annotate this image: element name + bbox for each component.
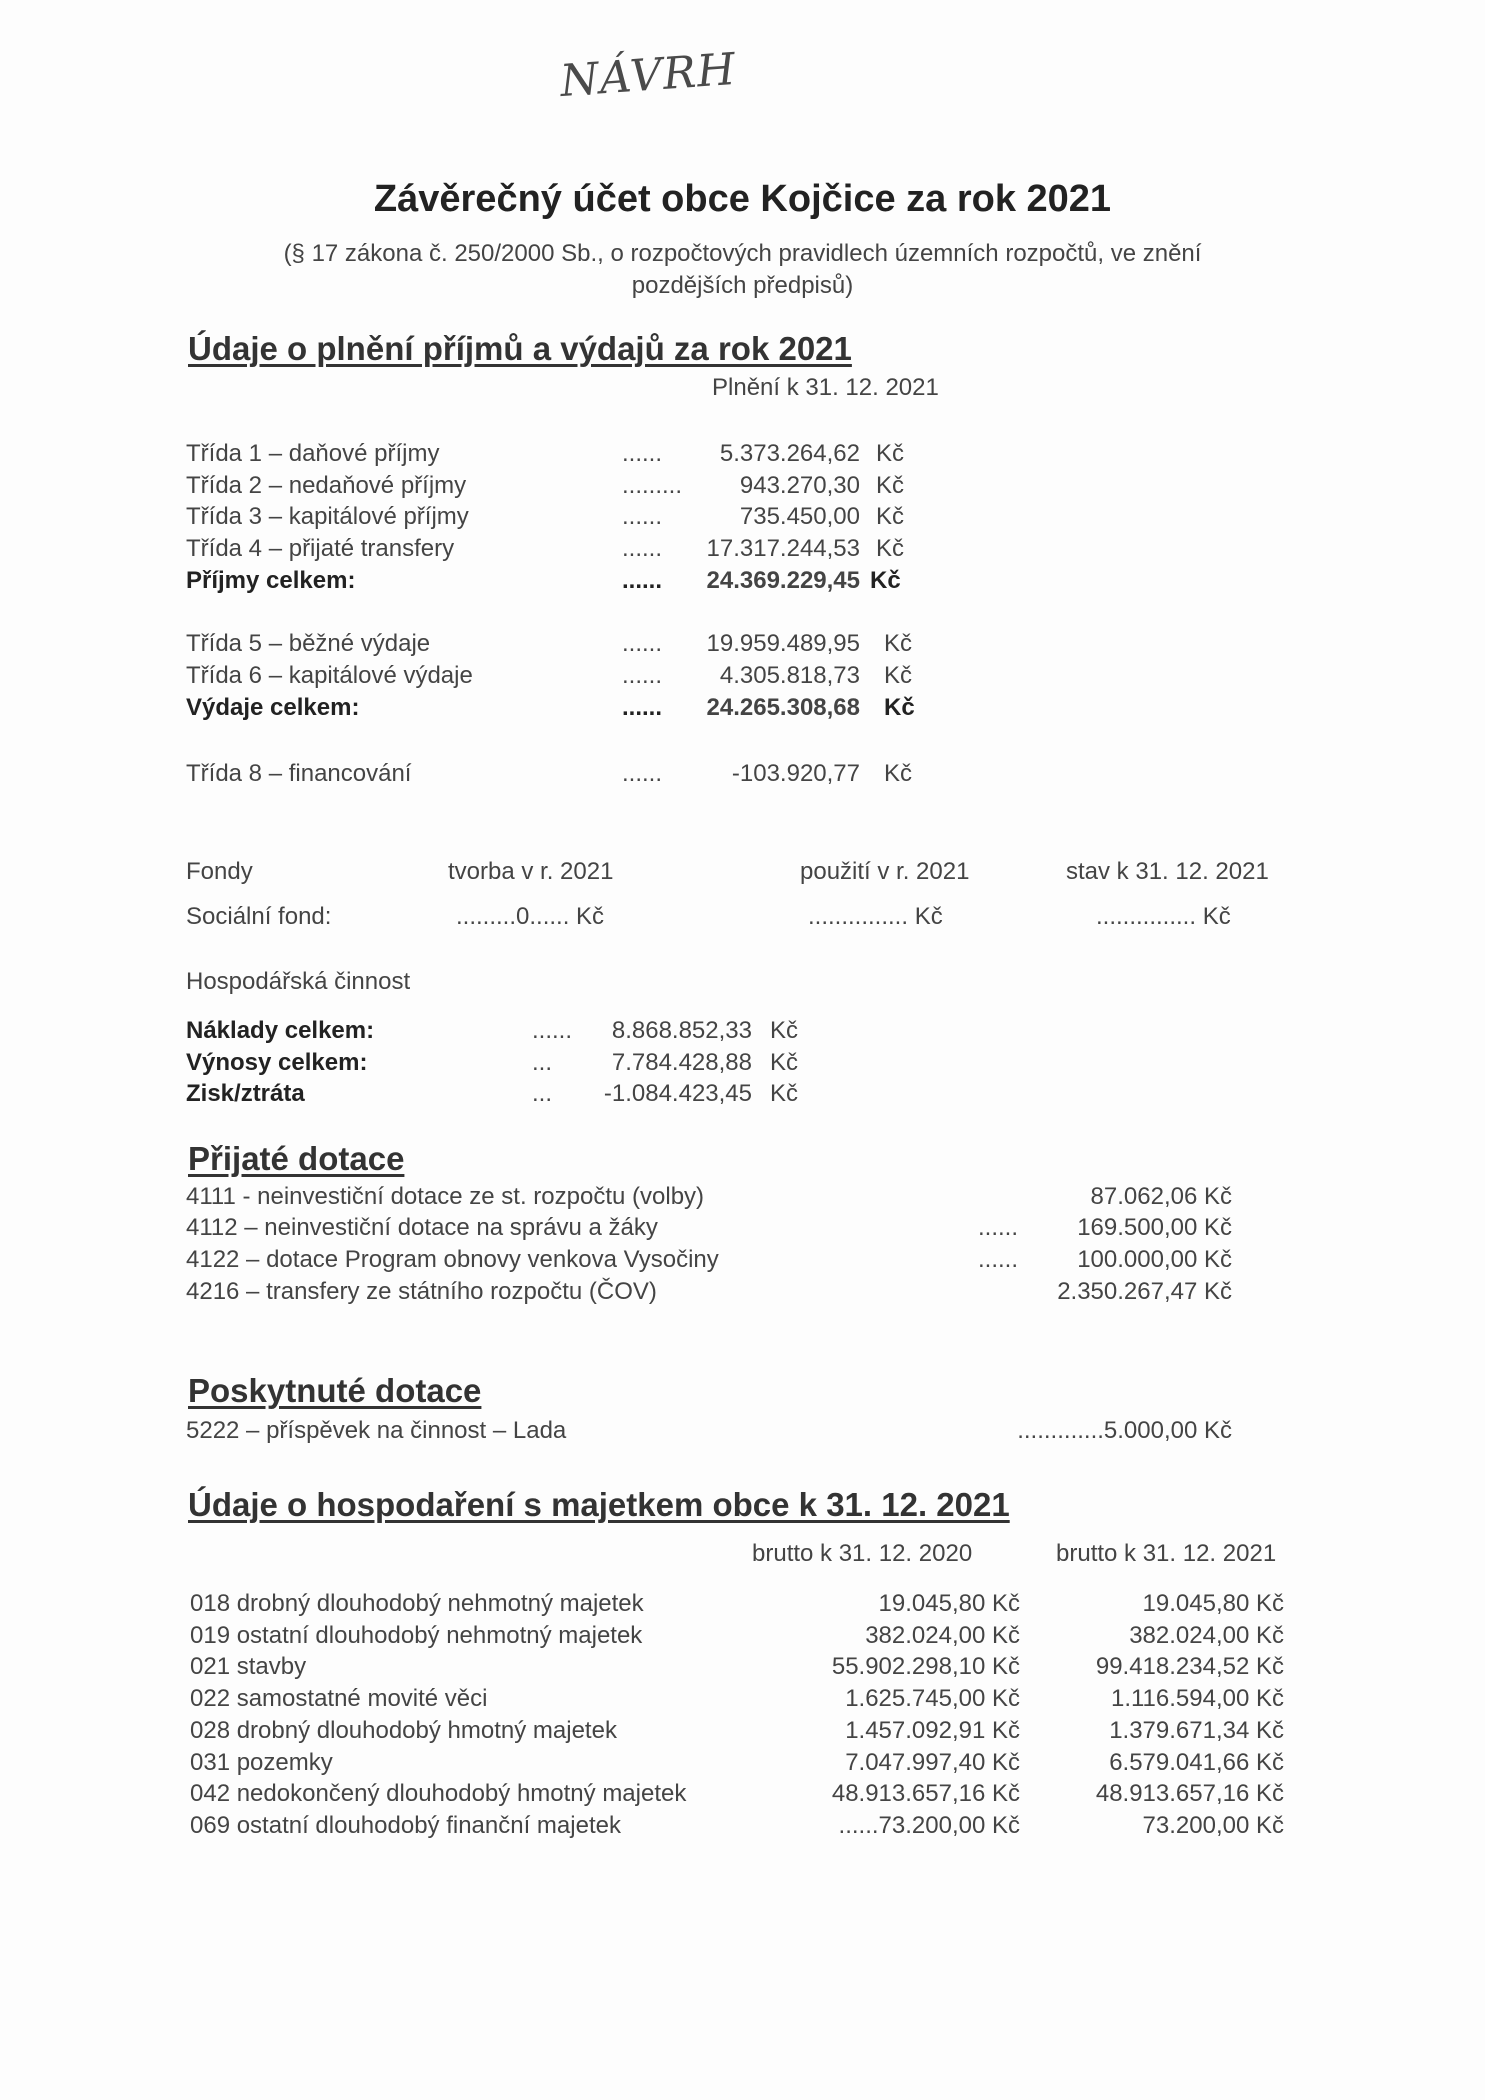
budget-row-unit: Kč: [870, 567, 901, 594]
budget-income-total-value: 24.369.229,45: [706, 567, 860, 594]
received-grants-heading: Přijaté dotace: [188, 1140, 405, 1177]
budget-row-dots: ......: [622, 630, 663, 657]
funds-column-pouziti: použití v r. 2021: [800, 858, 970, 885]
asset-row-value-2020: ......73.200,00 Kč: [838, 1812, 1020, 1839]
asset-row-value-2020: 48.913.657,16 Kč: [831, 1780, 1020, 1807]
economic-row-dots: ...: [532, 1080, 553, 1107]
asset-row-value-2021: 73.200,00 Kč: [1142, 1812, 1284, 1839]
budget-column-label: Plnění k 31. 12. 2021: [712, 374, 939, 401]
economic-row-label: Zisk/ztráta: [186, 1080, 305, 1107]
economic-row-label: Náklady celkem:: [186, 1017, 375, 1044]
budget-row-dots: ......: [622, 662, 663, 689]
budget-row-label: Třída 8 – financování: [186, 760, 412, 787]
asset-row-label: 022 samostatné movité věci: [190, 1685, 488, 1712]
handwritten-stamp: NÁVRH: [558, 43, 738, 108]
funds-column-tvorba: tvorba v r. 2021: [448, 858, 614, 885]
asset-row-label: 021 stavby: [190, 1653, 307, 1680]
economic-row-unit: Kč: [770, 1049, 799, 1076]
assets-column-2020: brutto k 31. 12. 2020: [752, 1540, 973, 1567]
provided-grants-heading: Poskytnuté dotace: [188, 1372, 482, 1409]
budget-row-value: 4.305.818,73: [719, 662, 860, 689]
budget-row-dots: ......: [622, 503, 663, 530]
economic-row-value: 7.784.428,88: [611, 1049, 752, 1076]
economic-row-unit: Kč: [770, 1080, 799, 1107]
economic-row-value: 8.868.852,33: [611, 1017, 752, 1044]
document-subtitle-line1: (§ 17 zákona č. 250/2000 Sb., o rozpočtových pravidlech územních rozpočtů, ve znění: [283, 240, 1202, 267]
received-grant-dots: ......: [978, 1246, 1019, 1273]
budget-row-dots: ......: [622, 440, 663, 467]
budget-row-unit: Kč: [884, 760, 913, 787]
asset-row-label: 018 drobný dlouhodobý nehmotný majetek: [190, 1590, 644, 1617]
received-grant-value: 100.000,00 Kč: [1077, 1246, 1232, 1273]
budget-row-dots: ......: [622, 567, 663, 594]
document-subtitle-line2: pozdějších předpisů): [631, 272, 854, 299]
budget-row-value: 735.450,00: [739, 503, 860, 530]
budget-expense-total-value: 24.265.308,68: [706, 694, 860, 721]
provided-grant-label: 5222 – příspěvek na činnost – Lada: [186, 1417, 567, 1444]
budget-row-dots: ......: [622, 535, 663, 562]
budget-row-dots: ......: [622, 694, 663, 721]
asset-row-value-2021: 48.913.657,16 Kč: [1095, 1780, 1284, 1807]
received-grant-label: 4122 – dotace Program obnovy venkova Vysočiny: [186, 1246, 719, 1273]
document-title: Závěrečný účet obce Kojčice za rok 2021: [373, 178, 1112, 220]
received-grant-label: 4216 – transfery ze státního rozpočtu (ČOV): [186, 1278, 657, 1305]
asset-row-label: 031 pozemky: [190, 1749, 333, 1776]
received-grant-label: 4112 – neinvestiční dotace na správu a žáky: [186, 1214, 658, 1241]
budget-row-value: 17.317.244,53: [706, 535, 860, 562]
budget-row-value: 5.373.264,62: [719, 440, 860, 467]
asset-row-value-2020: 55.902.298,10 Kč: [831, 1653, 1020, 1680]
budget-row-unit: Kč: [884, 694, 915, 721]
asset-row-label: 069 ostatní dlouhodobý finanční majetek: [190, 1812, 621, 1839]
asset-row-label: 042 nedokončený dlouhodobý hmotný majetek: [190, 1780, 687, 1807]
budget-row-label: Třída 1 – daňové příjmy: [186, 440, 440, 467]
budget-row-dots: .........: [622, 472, 683, 499]
budget-row-label: Třída 5 – běžné výdaje: [186, 630, 431, 657]
budget-row-value: 943.270,30: [739, 472, 860, 499]
assets-column-2021: brutto k 31. 12. 2021: [1056, 1540, 1277, 1567]
budget-row-unit: Kč: [884, 630, 913, 657]
economic-heading: Hospodářská činnost: [186, 968, 411, 995]
budget-row-unit: Kč: [884, 662, 913, 689]
provided-grant-value: .............5.000,00 Kč: [1017, 1417, 1232, 1444]
economic-row-value: -1.084.423,45: [603, 1080, 752, 1107]
budget-row-unit: Kč: [876, 440, 905, 467]
asset-row-value-2021: 1.116.594,00 Kč: [1110, 1685, 1284, 1712]
economic-row-dots: ......: [532, 1017, 573, 1044]
economic-row-dots: ...: [532, 1049, 553, 1076]
asset-row-value-2020: 382.024,00 Kč: [865, 1622, 1020, 1649]
asset-row-value-2020: 1.625.745,00 Kč: [845, 1685, 1020, 1712]
social-fund-stav: ............... Kč: [1096, 903, 1231, 930]
received-grant-value: 87.062,06 Kč: [1090, 1183, 1232, 1210]
budget-row-value: -103.920,77: [731, 760, 860, 787]
asset-row-value-2021: 99.418.234,52 Kč: [1095, 1653, 1284, 1680]
social-fund-label: Sociální fond:: [186, 903, 332, 930]
asset-row-label: 028 drobný dlouhodobý hmotný majetek: [190, 1717, 617, 1744]
received-grant-dots: ......: [978, 1214, 1019, 1241]
budget-row-unit: Kč: [876, 535, 905, 562]
received-grant-value: 2.350.267,47 Kč: [1057, 1278, 1232, 1305]
asset-row-value-2021: 6.579.041,66 Kč: [1109, 1749, 1284, 1776]
received-grant-value: 169.500,00 Kč: [1077, 1214, 1232, 1241]
received-grant-label: 4111 - neinvestiční dotace ze st. rozpočtu (volby): [186, 1183, 705, 1210]
economic-row-label: Výnosy celkem:: [186, 1049, 368, 1076]
budget-row-label: Třída 2 – nedaňové příjmy: [186, 472, 467, 499]
budget-row-unit: Kč: [876, 472, 905, 499]
social-fund-tvorba: .........0...... Kč: [456, 903, 605, 930]
asset-row-label: 019 ostatní dlouhodobý nehmotný majetek: [190, 1622, 643, 1649]
assets-heading: Údaje o hospodaření s majetkem obce k 31. 12. 2021: [188, 1486, 1010, 1523]
asset-row-value-2021: 1.379.671,34 Kč: [1109, 1717, 1284, 1744]
funds-column-label: Fondy: [186, 858, 253, 885]
budget-row-dots: ......: [622, 760, 663, 787]
asset-row-value-2021: 382.024,00 Kč: [1129, 1622, 1284, 1649]
budget-expense-total-label: Výdaje celkem:: [186, 694, 360, 721]
budget-row-value: 19.959.489,95: [706, 630, 860, 657]
budget-income-total-label: Příjmy celkem:: [186, 567, 356, 594]
budget-row-label: Třída 4 – přijaté transfery: [186, 535, 455, 562]
asset-row-value-2020: 1.457.092,91 Kč: [845, 1717, 1020, 1744]
budget-heading: Údaje o plnění příjmů a výdajů za rok 2021: [188, 330, 852, 367]
funds-column-stav: stav k 31. 12. 2021: [1066, 858, 1269, 885]
budget-row-label: Třída 6 – kapitálové výdaje: [186, 662, 473, 689]
economic-row-unit: Kč: [770, 1017, 799, 1044]
budget-row-unit: Kč: [876, 503, 905, 530]
asset-row-value-2020: 7.047.997,40 Kč: [845, 1749, 1020, 1776]
budget-row-label: Třída 3 – kapitálové příjmy: [186, 503, 469, 530]
social-fund-pouziti: ............... Kč: [808, 903, 943, 930]
asset-row-value-2020: 19.045,80 Kč: [878, 1590, 1020, 1617]
asset-row-value-2021: 19.045,80 Kč: [1142, 1590, 1284, 1617]
